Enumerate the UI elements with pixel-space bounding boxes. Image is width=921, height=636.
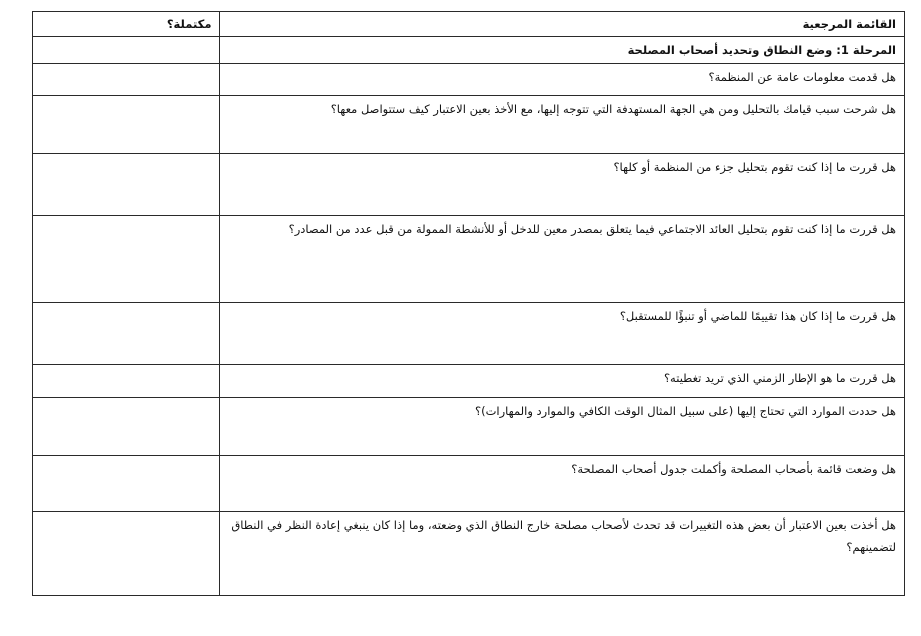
complete-cell[interactable] [33,512,220,596]
complete-cell[interactable] [33,154,220,216]
question-cell: هل قررت ما إذا كنت تقوم بتحليل العائد الاجتماعي فيما يتعلق بمصدر معين للدخل أو للأنشطة الممولة من قبل عدد من المصادر؟ [220,216,905,303]
table-row [33,303,905,365]
table-row [33,154,905,216]
question-cell: هل حددت الموارد التي تحتاج إليها (على سبيل المثال الوقت الكافي والموارد والمهارات)؟ [220,398,905,456]
section-complete-cell [33,37,220,64]
question-cell: هل قررت ما إذا كان هذا تقييمًا للماضي أو تنبؤًا للمستقبل؟ [220,303,905,365]
complete-cell[interactable] [33,64,220,96]
table-row [33,398,905,456]
complete-cell[interactable] [33,96,220,154]
question-cell: هل شرحت سبب قيامك بالتحليل ومن هي الجهة المستهدفة التي تتوجه إليها، مع الأخذ بعين الاعتبار كيف ستتواصل معها؟ [220,96,905,154]
table-row [33,512,905,596]
complete-cell[interactable] [33,398,220,456]
complete-cell[interactable] [33,303,220,365]
question-cell: هل قررت ما هو الإطار الزمني الذي تريد تغطيته؟ [220,365,905,398]
question-cell: هل قدمت معلومات عامة عن المنظمة؟ [220,64,905,96]
table-row [33,64,905,96]
question-cell: هل أخذت بعين الاعتبار أن بعض هذه التغييرات قد تحدث لأصحاب مصلحة خارج النطاق الذي وضعته، وما إذا كان ينبغي إعادة النظر في النطاق لتضمينهم؟ [220,512,905,596]
complete-cell[interactable] [33,365,220,398]
table-row [33,456,905,512]
header-checklist: القائمة المرجعية [220,12,905,37]
checklist-table [32,11,905,596]
complete-cell[interactable] [33,456,220,512]
question-cell: هل وضعت قائمة بأصحاب المصلحة وأكملت جدول أصحاب المصلحة؟ [220,456,905,512]
table-row [33,216,905,303]
header-row [33,12,905,37]
question-cell: هل قررت ما إذا كنت تقوم بتحليل جزء من المنظمة أو كلها؟ [220,154,905,216]
complete-cell[interactable] [33,216,220,303]
section-title: المرحلة 1: وضع النطاق وتحديد أصحاب المصلحة [220,37,905,64]
table-row [33,365,905,398]
header-complete: مكتملة؟ [33,12,220,37]
table-row [33,96,905,154]
section-row [33,37,905,64]
